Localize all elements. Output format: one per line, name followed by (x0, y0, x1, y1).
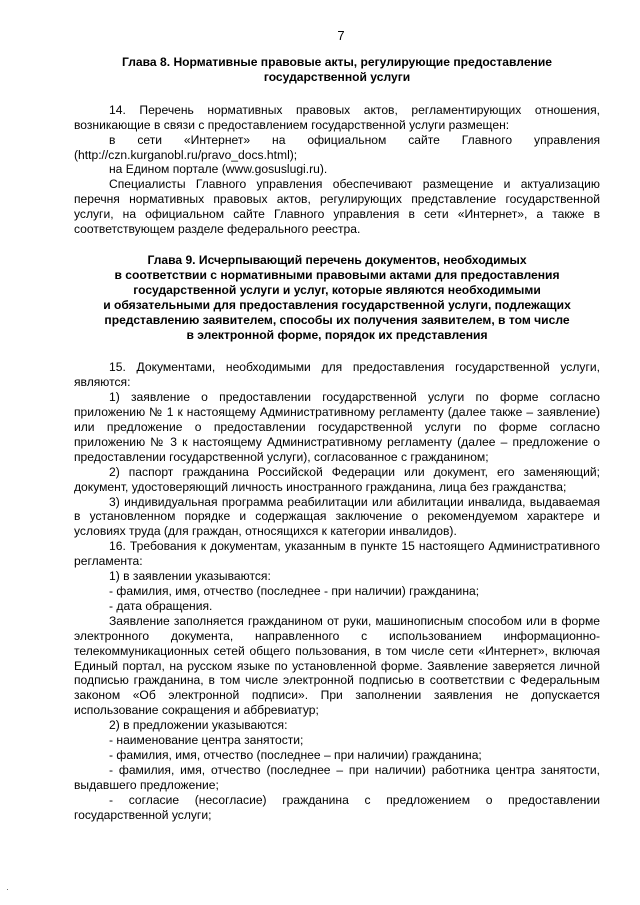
paragraph-14: 14. Перечень нормативных правовых актов, регламентирующих отношения, возникающие в связи с предоставлением государственной услуги размещен: (74, 102, 600, 132)
paragraph-specialists: Специалисты Главного управления обеспечивают размещение и актуализацию перечня нормативных правовых актов, регулирующих представление государственной услуги, на официальном сайте Главного управления в сети «Интернет», а также в соответствующем разделе федерального реестра. (74, 177, 600, 237)
heading-line: и обязательными для предоставления государственной услуги, подлежащих (103, 297, 571, 312)
list-item: - дата обращения. (109, 598, 213, 613)
paragraph-15: 15. Документами, необходимыми для предоставления государственной услуги, являются: (74, 360, 600, 390)
margin-mark: · (6, 884, 9, 894)
heading-line: Глава 8. Нормативные правовые акты, регулирующие предоставление (121, 55, 553, 69)
heading-line: Глава 9. Исчерпывающий перечень документов, необходимых (147, 252, 527, 267)
list-item: - фамилия, имя, отчество (последнее – при наличии) работника центра занятости, выдавшего предложение; (74, 762, 600, 792)
document-page (74, 28, 600, 823)
paragraph-15-item-1: 1) заявление о предоставлении государственной услуги по форме согласно приложению № 1 к настоящему Административному регламенту (далее также – заявление) или предложение о предоставлении государственной услуги по форме согласно приложению № 3 к настоящему Административному регламенту (далее – предложение о предоставлении государственной услуги), согласованное с гражданином; (74, 390, 600, 464)
paragraph-15-item-3: 3) индивидуальная программа реабилитации или абилитации инвалида, выдаваемая в установленном порядке и содержащая заключение о рекомендуемом характере и условиях труда (для граждан, относящихся к категории инвалидов). (74, 494, 600, 539)
paragraph-16-item-1: 1) в заявлении указываются: (109, 569, 271, 584)
heading-line: представлению заявителем, способы их получения заявителем, в том числе (104, 312, 570, 327)
heading-line: государственной услуги (263, 69, 411, 84)
paragraph-internet-site: в сети «Интернет» на официальном сайте Главного управления (http://czn.kurganobl.ru/pravo_docs.html); (74, 132, 600, 162)
heading-line: в соответствии с нормативными правовыми актами для предоставления (114, 267, 560, 282)
list-item: - наименование центра занятости; (109, 733, 304, 748)
paragraph-15-item-2: 2) паспорт гражданина Российской Федерации или документ, его заменяющий; документ, удостоверяющий личность иностранного гражданина, лица без гражданства; (74, 464, 600, 494)
spacer (74, 342, 600, 360)
spacer (74, 237, 600, 253)
chapter-8-heading (74, 55, 600, 85)
paragraph-16-item-2: 2) в предложении указываются: (109, 718, 288, 733)
paragraph-16: 16. Требования к документам, указанным в пункте 15 настоящего Административного регламента: (74, 539, 600, 569)
list-item: - согласие (несогласие) гражданина с предложением о предоставлении государственной услуги; (74, 792, 600, 822)
list-item: - фамилия, имя, отчество (последнее – при наличии) гражданина; (109, 747, 482, 762)
page-number: 7 (337, 28, 345, 43)
list-item: - фамилия, имя, отчество (последнее - при наличии) гражданина; (109, 584, 480, 598)
paragraph-unified-portal: на Едином портале (www.gosuslugi.ru). (109, 162, 328, 177)
heading-line: в электронной форме, порядок их представления (186, 327, 488, 342)
spacer (74, 85, 600, 103)
chapter-9-heading (74, 253, 600, 342)
paragraph-application-filling: Заявление заполняется гражданином от руки, машинописным способом или в форме электронного документа, направленного с использованием информационно-телекоммуникационных сетей общего пользования, в том числе сети «Интернет», включая Единый портал, на русском языке по установленной форме. Заявление заверяется личной подписью гражданина, в том числе электронной подписью в соответствии с Федеральным законом «Об электронной подписи». При заполнении заявления не допускается использование сокращения и аббревиатур; (74, 613, 600, 718)
heading-line: государственной услуги и услуг, которые являются необходимыми (133, 282, 541, 297)
